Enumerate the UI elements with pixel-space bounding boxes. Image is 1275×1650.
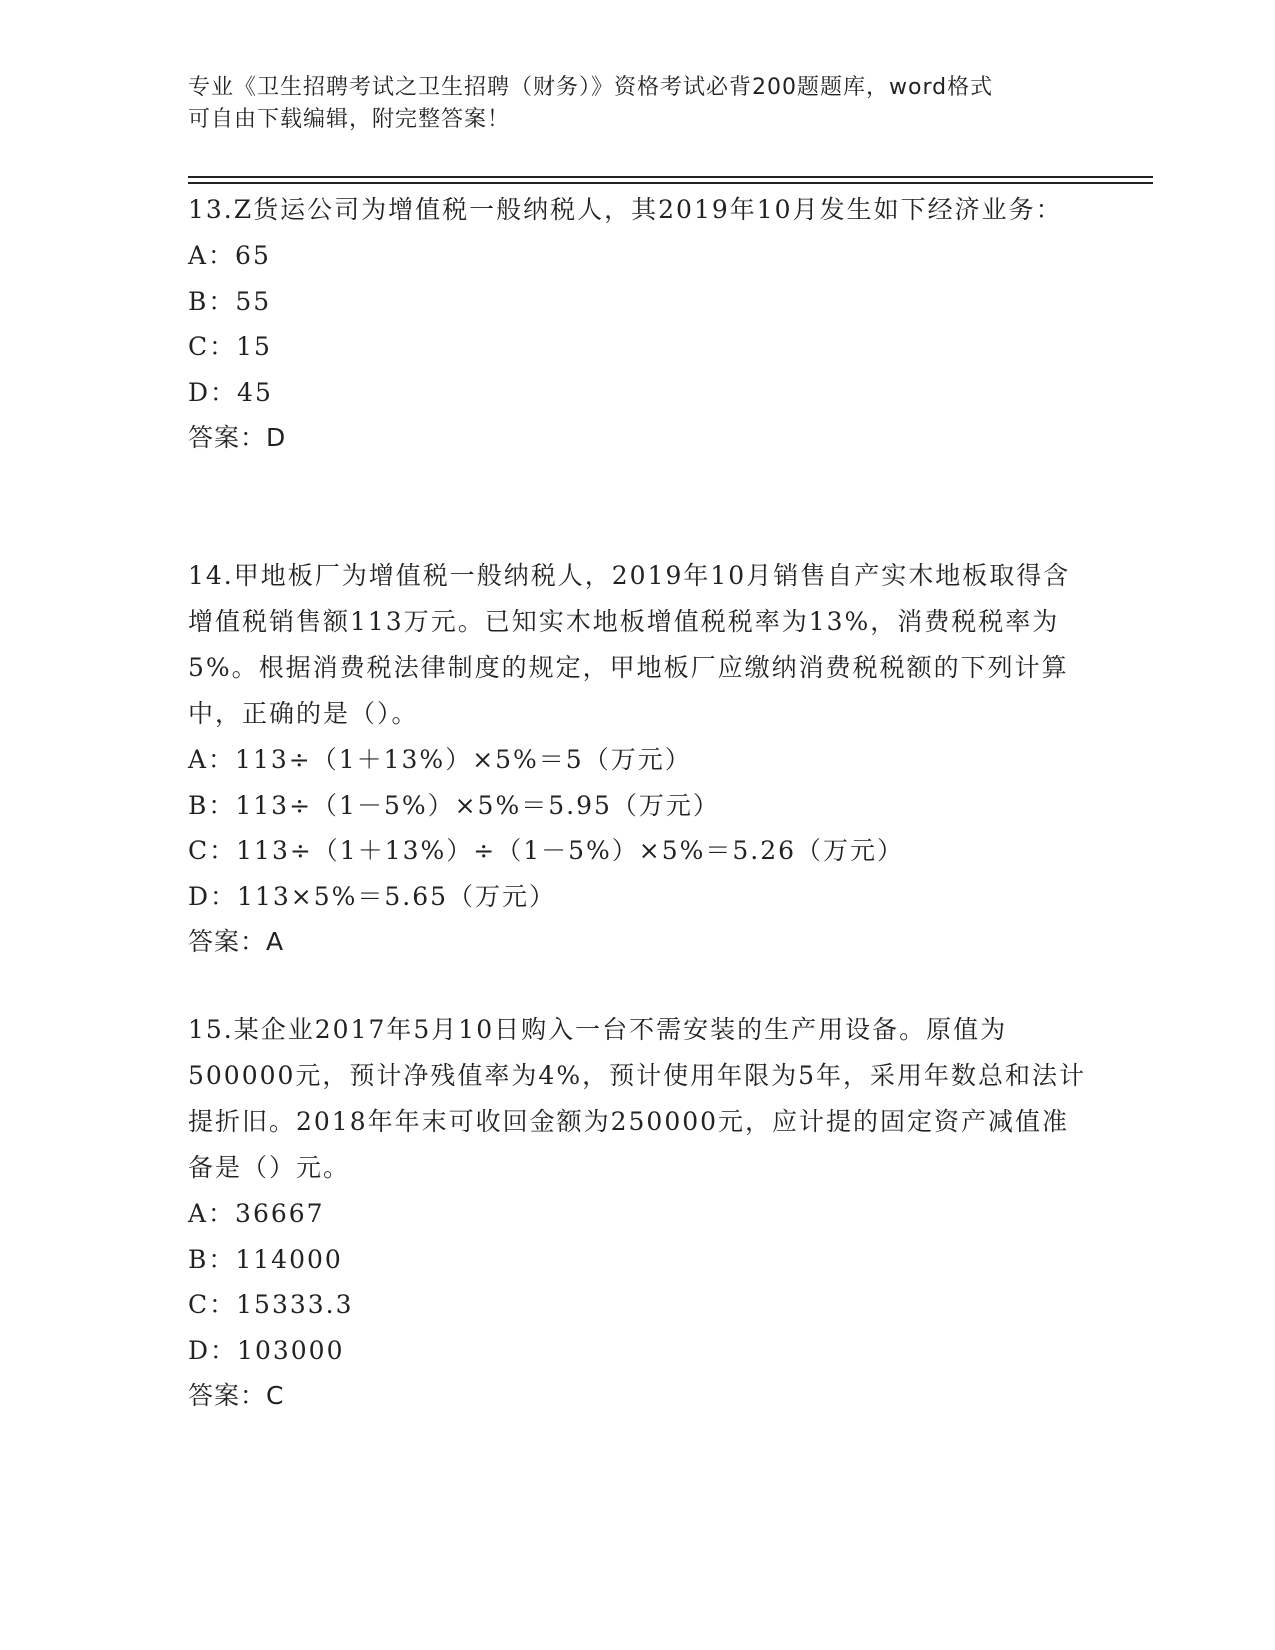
option-a: A：113÷（1＋13%）×5%＝5（万元） [188, 745, 692, 774]
option-c: C：15 [188, 332, 272, 361]
question-13 [188, 187, 1088, 461]
question-15 [188, 1007, 1088, 1419]
answer: 答案：C [188, 1381, 285, 1410]
option-c: C：113÷（1＋13%）÷（1－5%）×5%＝5.26（万元） [188, 836, 905, 865]
option-d: D：103000 [188, 1335, 345, 1365]
answer: 答案：A [188, 927, 285, 956]
option-a: A：36667 [188, 1199, 325, 1228]
header-line-1: 专业《卫生招聘考试之卫生招聘（财务）》资格考试必背200题题库，word格式 [188, 75, 994, 100]
option-b: B：55 [188, 286, 272, 316]
option-a: A：65 [188, 241, 271, 270]
option-b: B：114000 [188, 1244, 343, 1274]
option-d: D：113×5%＝5.65（万元） [188, 881, 557, 911]
header-rule-bottom [188, 182, 1153, 184]
header-rule-top [188, 176, 1153, 178]
option-b: B：113÷（1－5%）×5%＝5.95（万元） [188, 790, 720, 820]
header-line-2: 可自由下载编辑，附完整答案！ [188, 107, 511, 132]
option-c: C：15333.3 [188, 1290, 354, 1319]
question-stem: 14.甲地板厂为增值税一般纳税人，2019年10月销售自产实木地板取得含增值税销售额113万元。已知实木地板增值税税率为13%，消费税税率为5%。根据消费税法律制度的规定，甲地板厂应缴纳消费税税额的下列计算中，正确的是（）。 [188, 561, 1071, 728]
document-header [188, 72, 1068, 136]
answer: 答案：D [188, 423, 287, 452]
question-14 [188, 553, 1088, 965]
question-stem: 13.Z货运公司为增值税一般纳税人，其2019年10月发生如下经济业务： [188, 195, 1063, 224]
question-stem: 15.某企业2017年5月10日购入一台不需安装的生产用设备。原值为500000元，预计净残值率为4%，预计使用年限为5年，采用年数总和法计提折旧。2018年年末可收回金额为250000元，应计提的固定资产减值准备是（）元。 [188, 1015, 1087, 1182]
option-d: D：45 [188, 377, 273, 407]
